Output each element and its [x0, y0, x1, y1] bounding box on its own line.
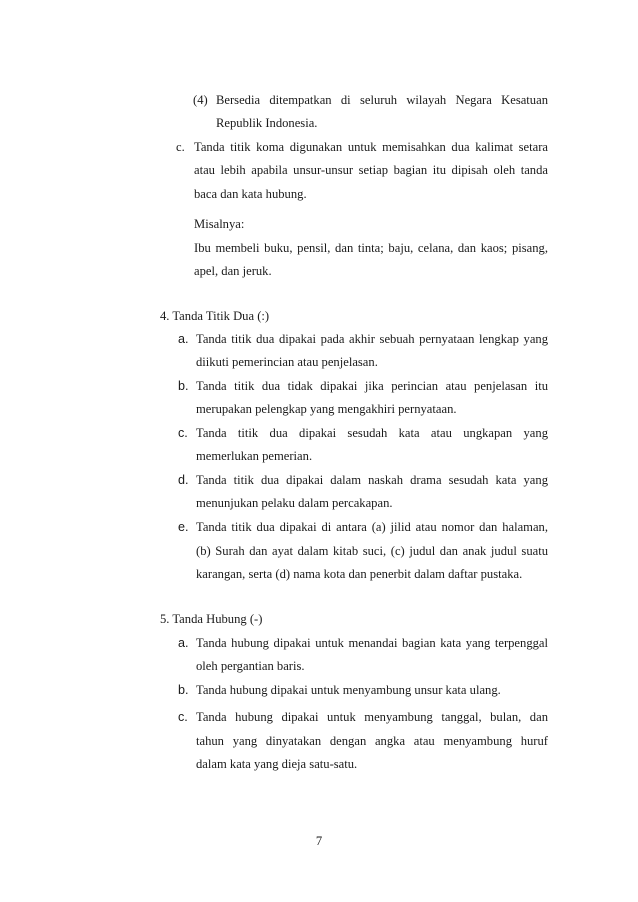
s4b-line-1: Tanda titik dua tidak dipakai jika perincian atau penjelasan itu [196, 379, 548, 393]
s4e-line-1: Tanda titik dua dipakai di antara (a) jilid atau nomor dan halaman, [196, 520, 548, 534]
s5-marker-c: c. [178, 710, 188, 724]
list-marker-c: c. [176, 140, 185, 154]
s5-marker-b: b. [178, 683, 189, 697]
s4b-line-2: merupakan pelengkap yang mengakhiri pernyataan. [196, 402, 457, 416]
example-label: Misalnya: [194, 217, 245, 231]
s4-marker-a: a. [178, 332, 189, 346]
s4c-line-2: memerlukan pemerian. [196, 449, 313, 463]
section-4-heading: 4. Tanda Titik Dua (:) [160, 309, 270, 323]
item4-line-1: Bersedia ditempatkan di seluruh wilayah Negara Kesatuan [216, 93, 548, 107]
s4d-line-1: Tanda titik dua dipakai dalam naskah drama sesudah kata yang [196, 473, 548, 487]
s4-marker-b: b. [178, 379, 189, 393]
item4-line-2: Republik Indonesia. [216, 116, 318, 130]
example-line-1: Ibu membeli buku, pensil, dan tinta; baju, celana, dan kaos; pisang, [194, 241, 548, 255]
section-5-heading: 5. Tanda Hubung (-) [160, 612, 263, 626]
s5a-line-1: Tanda hubung dipakai untuk menandai bagian kata yang terpenggal [196, 636, 548, 650]
item-c-line-3: baca dan kata hubung. [194, 187, 307, 201]
s5c-line-2: tahun yang dinyatakan dengan angka atau menyambung huruf [196, 734, 548, 748]
s5c-line-1: Tanda hubung dipakai untuk menyambung tanggal, bulan, dan [196, 710, 548, 724]
item-c-line-1: Tanda titik koma digunakan untuk memisahkan dua kalimat setara [194, 140, 548, 154]
s4d-line-2: menunjukan pelaku dalam percakapan. [196, 496, 393, 510]
list-marker-4: (4) [193, 93, 208, 107]
s4-marker-e: e. [178, 520, 189, 534]
s4e-line-2: (b) Surah dan ayat dalam kitab suci, (c) judul dan anak judul suatu [196, 544, 548, 558]
s5-marker-a: a. [178, 636, 189, 650]
item-c-line-2: atau lebih apabila unsur-unsur setiap bagian itu dipisah oleh tanda [194, 163, 548, 177]
s4a-line-1: Tanda titik dua dipakai pada akhir sebuah pernyataan lengkap yang [196, 332, 548, 346]
s4e-line-3: karangan, serta (d) nama kota dan penerbit dalam daftar pustaka. [196, 567, 523, 581]
s5c-line-3: dalam kata yang dieja satu-satu. [196, 757, 358, 771]
s5a-line-2: oleh pergantian baris. [196, 659, 305, 673]
s4-marker-c: c. [178, 426, 188, 440]
s5b-line-1: Tanda hubung dipakai untuk menyambung unsur kata ulang. [196, 683, 501, 697]
s4c-line-1: Tanda titik dua dipakai sesudah kata atau ungkapan yang [196, 426, 548, 440]
page-number: 7 [315, 834, 323, 848]
example-line-2: apel, dan jeruk. [194, 264, 272, 278]
s4a-line-2: diikuti pemerincian atau penjelasan. [196, 355, 378, 369]
s4-marker-d: d. [178, 473, 189, 487]
